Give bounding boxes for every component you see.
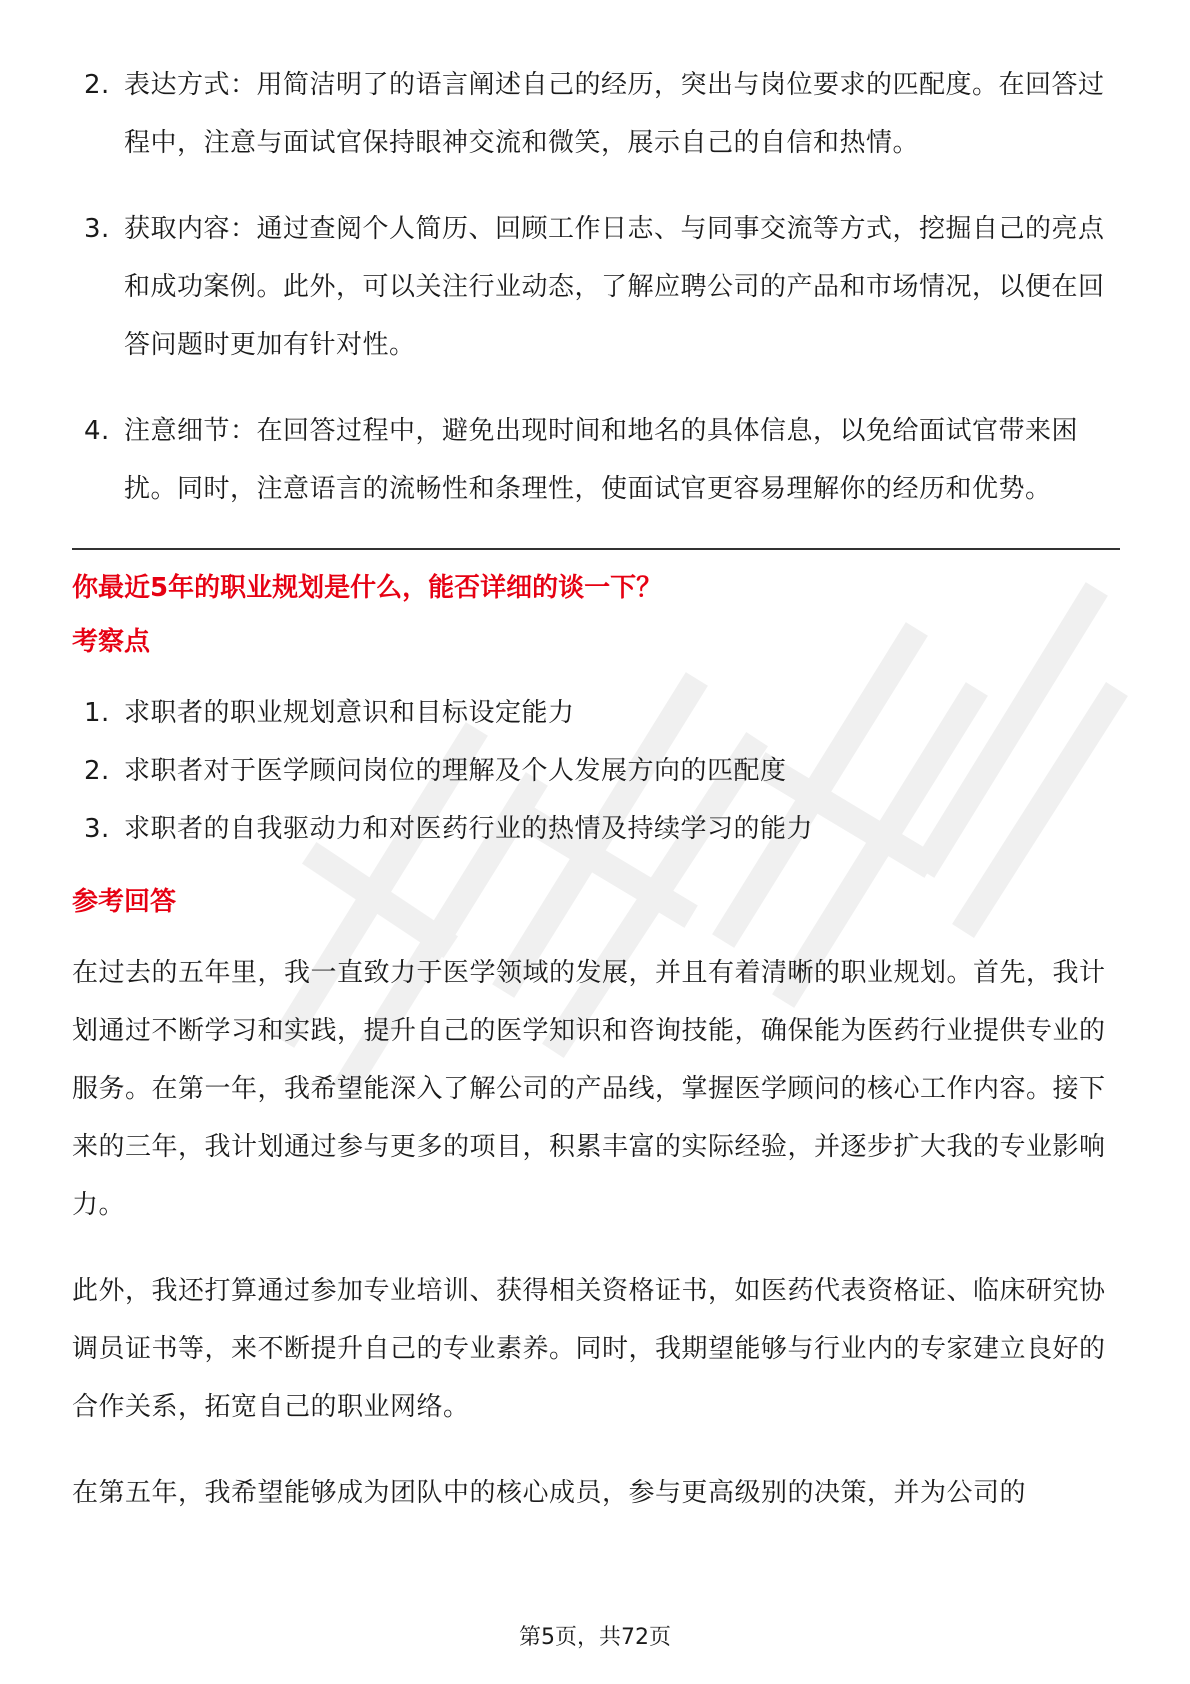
list-item xyxy=(72,56,1120,172)
assessment-list xyxy=(72,684,1120,858)
list-number: 3. xyxy=(84,814,110,844)
list-item xyxy=(72,402,1120,518)
section-divider xyxy=(72,548,1120,550)
list-number: 2. xyxy=(84,756,110,786)
list-number: 3. xyxy=(84,214,110,244)
list-text: 求职者对于医学顾问岗位的理解及个人发展方向的匹配度 xyxy=(124,756,787,786)
list-number: 1. xyxy=(84,698,110,728)
list-item xyxy=(72,684,1120,742)
answer-paragraph: 此外，我还打算通过参加专业培训、获得相关资格证书，如医药代表资格证、临床研究协调员证书等，来不断提升自己的专业素养。同时，我期望能够与行业内的专家建立良好的合作关系，拓宽自己的职业网络。 xyxy=(72,1276,1106,1422)
list-text: 求职者的自我驱动力和对医药行业的热情及持续学习的能力 xyxy=(124,814,814,844)
page-content xyxy=(72,56,1120,1550)
page-number: 第5页，共72页 xyxy=(519,1625,671,1650)
assessment-heading: 考察点 xyxy=(72,627,151,657)
tips-list xyxy=(72,56,1120,518)
answer-heading: 参考回答 xyxy=(72,887,177,917)
list-item xyxy=(72,800,1120,858)
list-text: 表达方式：用简洁明了的语言阐述自己的经历，突出与岗位要求的匹配度。在回答过程中，注意与面试官保持眼神交流和微笑，展示自己的自信和热情。 xyxy=(124,70,1105,158)
list-item xyxy=(72,742,1120,800)
list-text: 获取内容：通过查阅个人简历、回顾工作日志、与同事交流等方式，挖掘自己的亮点和成功案例。此外，可以关注行业动态，了解应聘公司的产品和市场情况，以便在回答问题时更加有针对性。 xyxy=(124,214,1105,360)
list-number: 2. xyxy=(84,70,110,100)
list-text: 注意细节：在回答过程中，避免出现时间和地名的具体信息，以免给面试官带来困扰。同时，注意语言的流畅性和条理性，使面试官更容易理解你的经历和优势。 xyxy=(124,416,1079,504)
answer-paragraph: 在过去的五年里，我一直致力于医学领域的发展，并且有着清晰的职业规划。首先，我计划通过不断学习和实践，提升自己的医学知识和咨询技能，确保能为医药行业提供专业的服务。在第一年，我希望能深入了解公司的产品线，掌握医学顾问的核心工作内容。接下来的三年，我计划通过参与更多的项目，积累丰富的实际经验，并逐步扩大我的专业影响力。 xyxy=(72,958,1106,1220)
list-text: 求职者的职业规划意识和目标设定能力 xyxy=(124,698,575,728)
interview-question: 你最近5年的职业规划是什么，能否详细的谈一下？ xyxy=(72,573,663,603)
list-item xyxy=(72,200,1120,374)
answer-paragraph: 在第五年，我希望能够成为团队中的核心成员，参与更高级别的决策，并为公司的 xyxy=(72,1478,1027,1508)
list-number: 4. xyxy=(84,416,110,446)
